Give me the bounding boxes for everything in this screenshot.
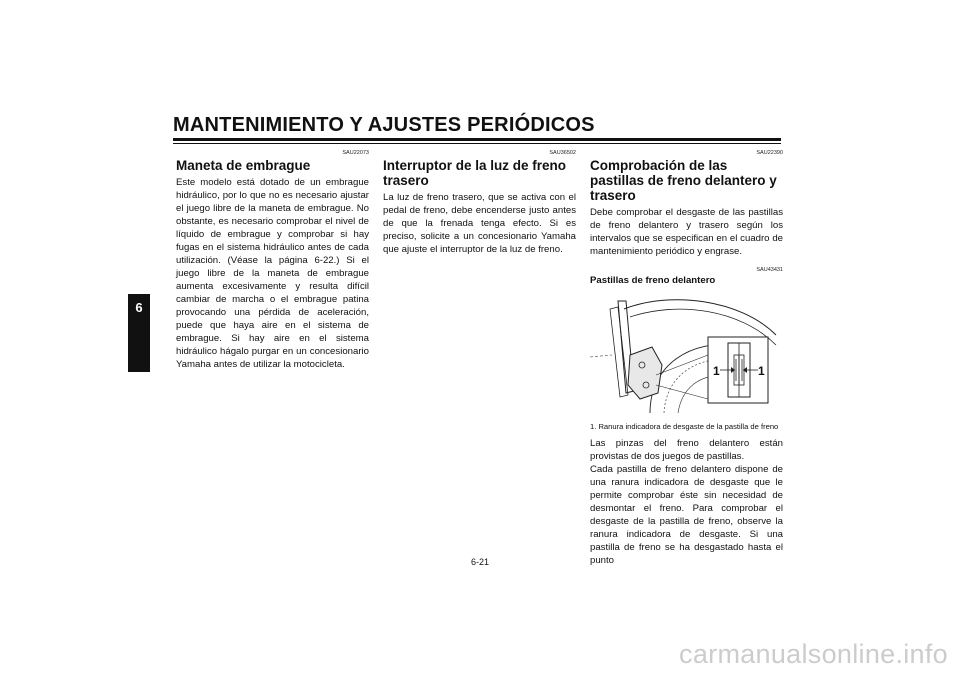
section-code: SAU22390 xyxy=(756,150,783,156)
header-rule xyxy=(173,138,781,141)
section-body: Debe comprobar el desgaste de las pastillas de freno delantero y trasero según los intervalos que se especifican en el cuadro de mantenimiento periódico y engrase. xyxy=(590,207,783,257)
brake-pad-illustration xyxy=(590,295,783,413)
section-body-3: Cada pastilla de freno delantero dispone de una ranura indicadora de desgaste que le permite comprobar éste sin necesidad de desmontar el freno. Para comprobar el desgaste de la pastilla de freno, observe la ranura indicadora de desgaste. Si una pastilla de freno se ha desgastado hasta el punto xyxy=(590,464,783,566)
header-rule-thin xyxy=(173,143,781,144)
subsection-code: SAU43431 xyxy=(756,267,783,273)
section-heading: Comprobación de las pastillas de freno delantero y trasero xyxy=(590,158,777,203)
section-code: SAU36502 xyxy=(549,150,576,156)
section-body: Este modelo está dotado de un embrague hidráulico, por lo que no es necesario ajustar el juego libre de la maneta de embrague. No obstante, es necesario comprobar el nivel de líquido de embrague y comprobar si hay fugas en el sistema hidráulico antes de cada utilización. (Véase la página 6-22.) Si el juego libre de la maneta de embrague aumenta excesivamente y resulta difícil cambiar de marcha o el embrague patina provocando una pérdida de aceleración, puede que haya aire en el sistema de embrague. Si hay aire en el sistema hidráulico hágalo purgar en un concesionario Yamaha antes de utilizar la motocicleta. xyxy=(176,177,369,370)
subsection-heading: Pastillas de freno delantero xyxy=(590,275,716,286)
section-code: SAU22073 xyxy=(342,150,369,156)
figure-label-left: 1 xyxy=(713,364,720,378)
section-heading: Maneta de embrague xyxy=(176,158,311,173)
page-title: MANTENIMIENTO Y AJUSTES PERIÓDICOS xyxy=(173,114,595,136)
section-heading: Interruptor de la luz de freno trasero xyxy=(383,158,567,188)
column-3 xyxy=(590,150,783,567)
figure-label-right: 1 xyxy=(758,364,765,378)
column-1 xyxy=(176,150,369,371)
chapter-tab: 6 xyxy=(128,294,150,372)
figure-caption: 1. Ranura indicadora de desgaste de la pastilla de freno xyxy=(590,422,779,431)
column-2 xyxy=(383,150,576,256)
watermark: carmanualsonline.info xyxy=(679,639,948,669)
section-body-2: Las pinzas del freno delantero están provistas de dos juegos de pastillas. xyxy=(590,438,783,462)
page-number: 6-21 xyxy=(470,557,489,567)
section-body: La luz de freno trasero, que se activa con el pedal de freno, debe encenderse justo antes de que la frenada tenga efecto. Si es preciso, solicite a un concesionario Yamaha que ajuste el interruptor de la luz de freno. xyxy=(383,192,576,255)
